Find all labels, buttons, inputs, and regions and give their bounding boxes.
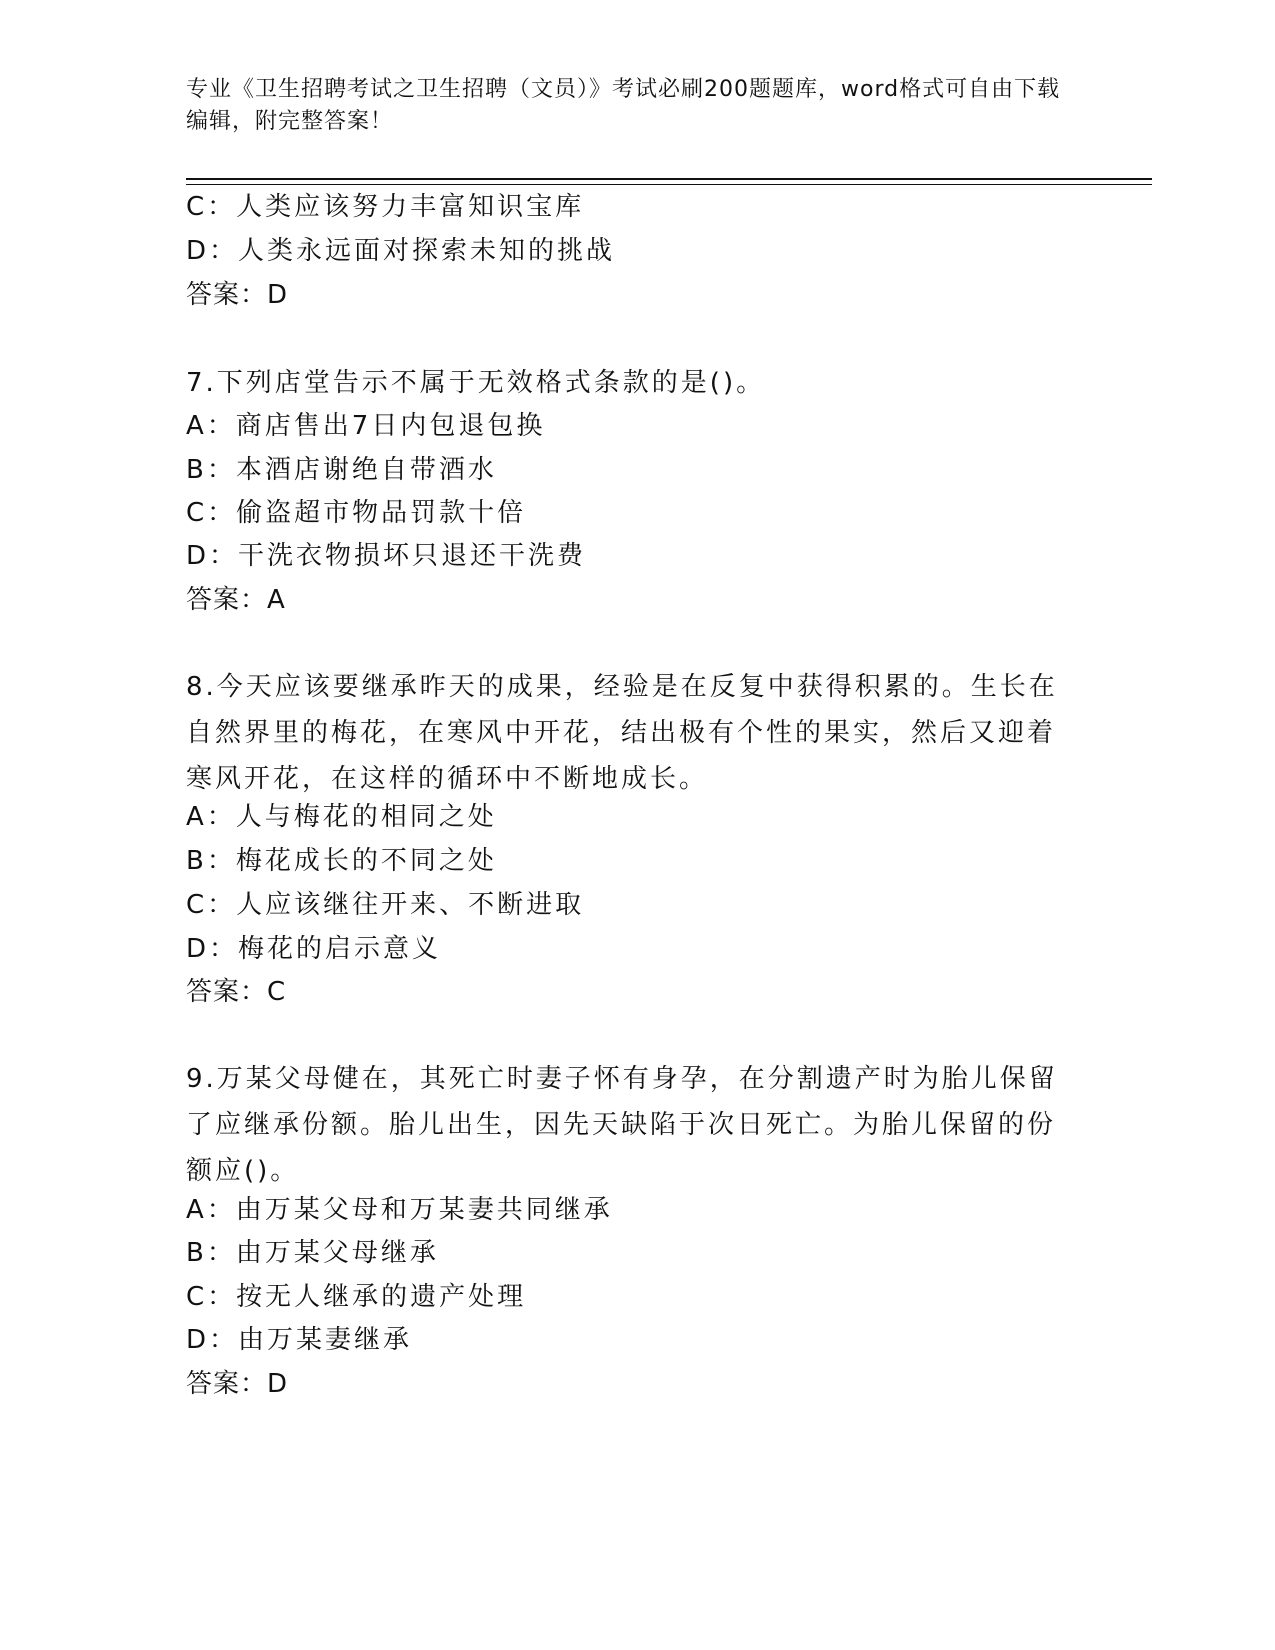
option-d: D：由万某妻继承 [186, 1325, 413, 1355]
header-rule-thick [186, 178, 1152, 180]
option-a: A：人与梅花的相同之处 [186, 802, 497, 832]
answer: 答案：C [186, 977, 287, 1007]
document-header: 专业《卫生招聘考试之卫生招聘（文员）》考试必刷200题题库，word格式可自由下载编辑，附完整答案！ [186, 77, 1061, 134]
option-c: C：人应该继往开来、不断进取 [186, 890, 585, 920]
question-stem: 8.今天应该要继承昨天的成果，经验是在反复中获得积累的。生长在自然界里的梅花，在寒风中开花，结出极有个性的果实，然后又迎着寒风开花，在这样的循环中不断地成长。 [186, 672, 1058, 794]
option-a: A：商店售出7日内包退包换 [186, 411, 546, 441]
option-d: D：干洗衣物损坏只退还干洗费 [186, 541, 587, 571]
option-c: C：偷盗超市物品罚款十倍 [186, 498, 527, 528]
option-c: C：人类应该努力丰富知识宝库 [186, 192, 585, 222]
option-c: C：按无人继承的遗产处理 [186, 1282, 527, 1312]
answer: 答案：D [186, 1369, 289, 1399]
question-stem: 9.万某父母健在，其死亡时妻子怀有身孕，在分割遗产时为胎儿保留了应继承份额。胎儿出生，因先天缺陷于次日死亡。为胎儿保留的份额应()。 [186, 1064, 1058, 1186]
question-stem: 7.下列店堂告示不属于无效格式条款的是()。 [186, 368, 766, 398]
option-d: D：梅花的启示意义 [186, 934, 442, 964]
answer: 答案：D [186, 280, 289, 310]
option-b: B：本酒店谢绝自带酒水 [186, 455, 497, 485]
answer: 答案：A [186, 585, 286, 615]
option-d: D：人类永远面对探索未知的挑战 [186, 236, 616, 266]
option-b: B：梅花成长的不同之处 [186, 846, 497, 876]
option-a: A：由万某父母和万某妻共同继承 [186, 1195, 613, 1225]
option-b: B：由万某父母继承 [186, 1238, 439, 1268]
